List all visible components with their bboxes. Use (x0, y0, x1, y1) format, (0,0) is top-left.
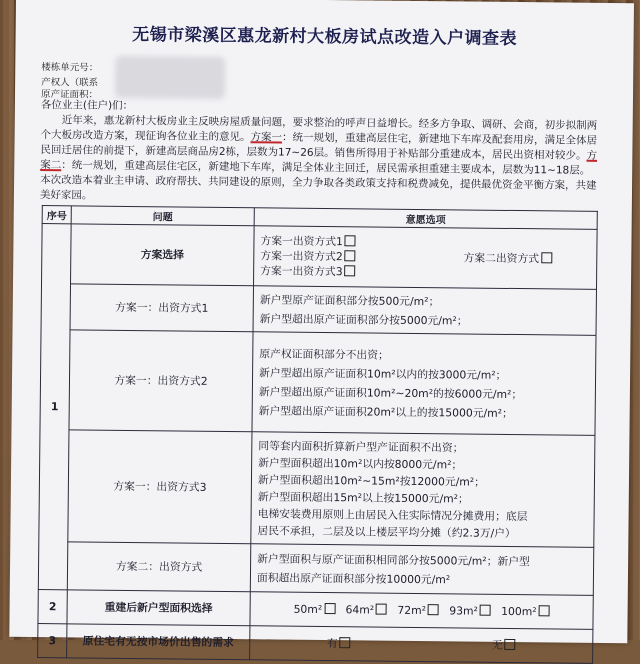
option-plan1-method1: 方案一出资方式1 (260, 234, 343, 249)
method-3-label: 方案一：出资方式3 (68, 430, 252, 544)
option-plan1-method3: 方案一出资方式3 (260, 264, 343, 279)
area-option-64: 64m² (345, 603, 375, 617)
salutation: 各位业主(住户)们： (40, 99, 134, 112)
area-option-93: 93m² (449, 604, 478, 618)
plan2-method-label: 方案二：出资方式 (67, 542, 250, 592)
row-2-question: 重建后新户型面积选择 (67, 590, 250, 626)
option-no: 无 (491, 638, 503, 652)
document-title: 无锡市梁溪区惠龙新村大板房试点改造入户调查表 (132, 24, 518, 50)
row-3-question: 原住宅有无按市场价出售的需求 (67, 624, 250, 660)
plan1-marker: 方案一 (250, 131, 283, 144)
row-2-options (250, 592, 593, 630)
method-2-line-1: 原产权证面积部分不出资； (259, 346, 389, 362)
method-3-line-3: 新户型面积超出10m²~15m²按12000元/m²； (257, 472, 486, 489)
method-2-line-3: 新户型超出原产证面积10m²~20m²的按6000元/m²； (258, 384, 523, 401)
method-3-details (251, 432, 595, 548)
row-1-number: 1 (38, 224, 71, 590)
method-1-line-2: 新户型超出原产证面积部分按5000元/m²； (259, 311, 468, 328)
area-option-100: 100m² (501, 604, 537, 619)
intro-text-3: ：统一规划，重建高层住宅区，新建地下车库，满足全体业主回迁，居民需承担重建主要成本，层数为11~18层。本次改造本着业主申请、政府帮扶、共同建设的原则，全力争取各类政策支持和税费减免，提供最优资金平衡方案，共建美好家园。 (39, 159, 597, 202)
option-plan1-method2: 方案一出资方式2 (260, 249, 343, 264)
method-2-label: 方案一：出资方式2 (69, 330, 253, 432)
plan2-method-line-1: 新户型面积与原产证面积相同部分按5000元/m²；新户型 (257, 551, 530, 568)
intro-text-2: ：统一规划，重建高层住宅，新建地下车库及配套用房，满足全体居民回迁居住的前提下，新建高层商品房2栋，层数为17~26层。销售所得用于补贴部分重建成本，居民出资相对较少。 (40, 131, 598, 162)
method-1-line-1: 新户型原产证面积部分按500元/m²； (259, 292, 440, 308)
plan2-method-details (250, 544, 593, 596)
checkbox-plan2[interactable] (541, 252, 552, 263)
method-3-line-4: 新户型面积超出15m²以上按15000元/m²； (257, 489, 469, 506)
method-3-line-5: 电梯安装费用原则上由居民入住实际情况分摊费用；底层 (257, 506, 528, 523)
method-1-label: 方案一：出资方式1 (70, 284, 253, 332)
col-header-no: 序号 (42, 206, 71, 224)
checkbox-plan1-method3[interactable] (345, 265, 356, 276)
checkbox-area-64[interactable] (376, 604, 387, 615)
col-header-options: 意愿选项 (254, 208, 597, 230)
method-3-line-1: 同等套内面积折算新户型产证面积不出资； (258, 438, 464, 454)
building-unit-label: 楼栋单元号： (41, 62, 99, 74)
row-1-options (254, 226, 598, 290)
checkbox-yes[interactable] (340, 637, 351, 648)
intro-paragraph (40, 98, 601, 209)
checkbox-plan1-method2[interactable] (345, 250, 356, 261)
area-option-72: 72m² (397, 603, 427, 618)
property-cert-label: 原产证面积： (40, 89, 99, 101)
checkbox-no[interactable] (505, 639, 516, 650)
row-2-number: 2 (38, 590, 67, 624)
method-1-details (253, 286, 596, 336)
survey-table (37, 205, 598, 664)
survey-sheet (9, 0, 634, 652)
owner-label: 产权人（联系 (41, 77, 99, 89)
checkbox-area-100[interactable] (539, 605, 550, 616)
row-3-options (250, 626, 593, 664)
option-plan2: 方案二出资方式 (463, 251, 540, 266)
checkbox-area-72[interactable] (428, 604, 439, 615)
option-yes: 有 (326, 637, 338, 651)
checkbox-area-50[interactable] (324, 603, 335, 614)
method-3-line-6: 居民不承担，二层及以上楼层平均分摊（约2.3万/户） (257, 523, 516, 540)
checkbox-plan1-method1[interactable] (345, 235, 356, 246)
intro-text-1: 近年来，惠龙新村大板房业主反映房屋质量问题，要求整治的呼声日益增长。经多方争取、调研、会商，初步拟制两个大板房改造方案，现征询各位业主的意见。 (40, 114, 598, 144)
method-2-line-2: 新户型超出原产证面积10m²以内的按3000元/m²； (259, 365, 507, 382)
row-1-question: 方案选择 (71, 224, 255, 286)
method-3-line-2: 新户型面积超出10m²以内按8000元/m²； (258, 455, 463, 471)
col-header-question: 问题 (71, 206, 254, 226)
row-3-number: 3 (38, 624, 67, 658)
plan2-marker: 方案二 (40, 149, 598, 172)
plan2-method-line-2: 面积超出原产证面积部分按10000元/m² (256, 570, 451, 586)
redacted-area (115, 56, 225, 99)
method-2-line-4: 新户型超出原产证面积20m²以上的按15000元/m²； (258, 403, 513, 420)
method-2-details (252, 332, 596, 436)
area-option-50: 50m² (293, 602, 323, 617)
checkbox-area-93[interactable] (480, 605, 491, 616)
